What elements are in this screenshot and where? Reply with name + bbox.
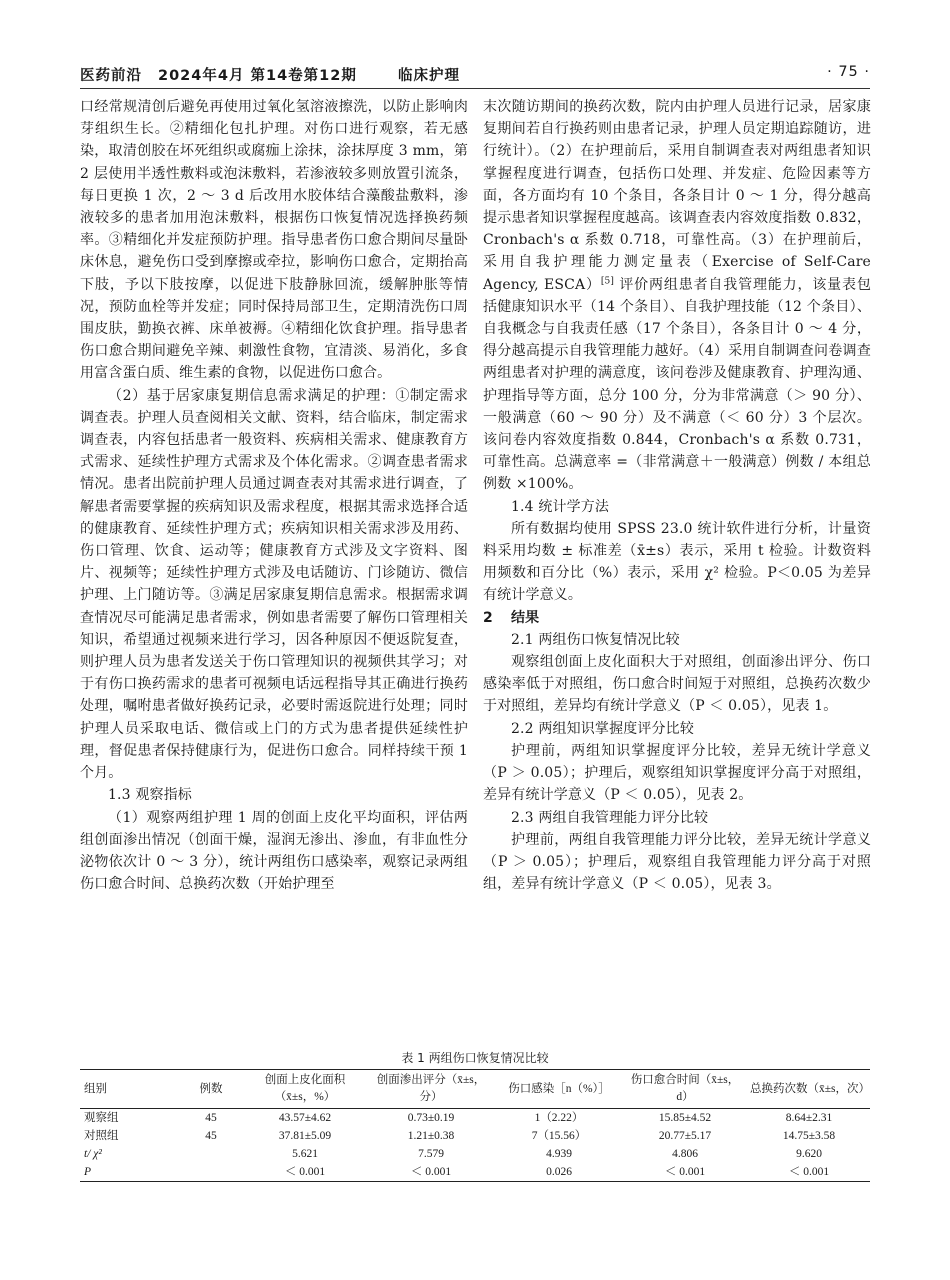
col-header-dressing-changes: 总换药次数（x̄±s，次） xyxy=(750,1082,871,1095)
paragraph: （2）基于居家康复期信息需求满足的护理：①制定需求调查表。护理人员查阅相关文献、资料，结合临床，制定需求调查表，内容包括患者一般资料、疾病相关需求、健康教育方式需求、延续性护理方式需求及个体化需求。②调查患者需求情况。患者出院前护理人员通过调查表对其需求进行调查，了解患者需要掌握的疾病知识及需求程度，根据其需求选择合适的健康教育、延续性护理方式；疾病知识相关需求涉及用药、伤口管理、饮食、运动等；健康教育方式涉及文字资料、图片、视频等；延续性护理方式涉及电话随访、门诊随访、微信护理、上门随访等。③满足居家康复期信息需求。根据需求调查情况尽可能满足患者需求，例如患者需要了解伤口管理相关知识，希望通过视频来进行学习，因各种原因不便返院复查，则护理人员为患者发送关于伤口管理知识的视频供其学习；对于有伤口换药需求的患者可视频电话远程指导其正确进行换药处理，嘱咐患者做好换药记录，必要时需返院进行处理；同时护理人员采取电话、微信或上门的方式为患者提供延续性护理，督促患者保持健康行为，促进伤口愈合。同样持续干预 1 个月。 xyxy=(80,387,468,782)
table-row: 对照组 45 37.81±5.09 1.21±0.38 7（15.56） 20.77±5.17 14.75±3.58 xyxy=(84,1130,836,1142)
paragraph: 口经常规清创后避免再使用过氧化氢溶液擦洗，以防止影响肉芽组织生长。②精细化包扎护理。对伤口进行观察，若无感染，取清创胶在坏死组织或腐痂上涂抹，涂抹厚度 3 mm，第 2 层使用半透性敷料或泡沫敷料，若渗液较多则放置引流条，每日更换 1 次，2 ～ 3 d 后改用水胶体结合藻酸盐敷料，渗液较多的患者加用泡沫敷料，根据伤口恢复情况选择换药频率。③精细化并发症预防护理。指导患者伤口愈合期间尽量卧床休息，避免伤口受到摩擦或牵拉，影响伤口愈合，定期抬高下肢，予以下肢按摩，以促进下肢静脉回流，缓解肿胀等情况，预防血栓等并发症；同时保持局部卫生，定期清洗伤口周围皮肤，勤换衣裤、床单被褥。④精细化饮食护理。指导患者伤口愈合期间避免辛辣、刺激性食物，宜清淡、易消化，多食用富含蛋白质、维生素的食物，以促进伤口愈合。 xyxy=(80,99,468,382)
citation: [5] xyxy=(600,275,615,286)
col-header-exudate-score: 创面渗出评分（x̄±s， 分） xyxy=(376,1074,486,1103)
subsection-heading: 2.3 两组自我管理能力评分比较 xyxy=(511,809,709,826)
section-heading xyxy=(483,607,871,629)
table-caption: 表 1 两组伤口恢复情况比较 xyxy=(401,1051,549,1065)
paragraph: 护理前，两组自我管理能力评分比较，差异无统计学意义（P ＞ 0.05）；护理后，观察组自我管理能力评分高于对照组，差异有统计学意义（P ＜ 0.05），见表 3。 xyxy=(483,831,871,893)
subsection-heading: 2.1 两组伤口恢复情况比较 xyxy=(511,631,680,648)
paragraph: 所有数据均使用 SPSS 23.0 统计软件进行分析，计量资料采用均数 ± 标准差（x̄±s）表示，采用 t 检验。计数资料用频数和百分比（%）表示，采用 χ² 检验。P＜0.05 为差异有统计学意义。 xyxy=(483,520,871,604)
table-row: 观察组 45 43.57±4.62 0.73±0.19 1（2.22） 15.85±4.52 8.64±2.31 xyxy=(84,1112,833,1124)
col-header-healing-time: 伤口愈合时间（x̄±s， d） xyxy=(630,1074,740,1103)
subsection-heading: 1.3 观察指标 xyxy=(108,787,192,804)
running-header xyxy=(80,62,870,89)
col-header-n: 例数 xyxy=(199,1082,223,1095)
section-name: 临床护理 xyxy=(398,68,460,84)
section-title: 结果 xyxy=(511,609,540,626)
paragraph xyxy=(483,96,871,496)
subsection-heading: 2.2 两组知识掌握度评分比较 xyxy=(511,720,694,737)
table-header-row xyxy=(80,1070,870,1109)
wound-recovery-table xyxy=(80,1069,870,1182)
subsection-heading: 1.4 统计学方法 xyxy=(511,498,610,515)
paragraph-text: 末次随访期间的换药次数，院内由护理人员进行记录，居家康复期间若自行换药则由患者记录，护理人员定期追踪随访，进行统计）。（2）在护理前后，采用自制调查表对两组患者知识掌握程度进行调查，包括伤口处理、并发症、危险因素等方面，各方面均有 10 个条目，各条目计 0 ～ 1 分，得分越高提示患者知识掌握程度越高。该调查表内容效度指数 0.832，Cronbach's α 系数 0.718，可靠性高。（3）在护理前后，采用自我护理能力测定量表（Exercise of Self-Care Agency, ESCA） xyxy=(483,99,871,293)
paragraph: 护理前，两组知识掌握度评分比较，差异无统计学意义（P ＞ 0.05）；护理后，观察组知识掌握度评分高于对照组，差异有统计学意义（P ＜ 0.05），见表 2。 xyxy=(483,742,871,804)
left-column xyxy=(80,96,468,895)
table-row: t/ χ² 5.621 7.579 4.939 4.806 9.620 xyxy=(84,1148,822,1160)
paragraph-text: 评价两组患者自我管理能力，该量表包括健康知识水平（14 个条目）、自我护理技能（12 个条目）、自我概念与自我责任感（17 个条目），各条目计 0 ～ 4 分，得分越高提示自我管理能力越好。（4）采用自制调查问卷调查两组患者对护理的满意度，该问卷涉及健康教育、护理沟通、护理指导等方面，总分 100 分，分为非常满意（＞ 90 分）、一般满意（60 ～ 90 分）及不满意（＜ 60 分）3 个层次。该问卷内容效度指数 0.844，Cronbach's α 系数 0.731，可靠性高。总满意率 =（非常满意＋一般满意）例数 / 本组总例数 ×100%。 xyxy=(483,276,872,493)
right-column xyxy=(483,96,871,895)
issue-info: 2024年4月 第14卷第12期 xyxy=(158,68,357,84)
journal-name: 医药前沿 xyxy=(80,68,142,84)
paragraph: （1）观察两组护理 1 周的创面上皮化平均面积，评估两组创面渗出情况（创面干燥，湿润无渗出、渗血，有非血性分泌物依次计 0 ～ 3 分），统计两组伤口感染率，观察记录两组伤口愈合时间、总换药次数（开始护理至 xyxy=(80,809,468,893)
table-1 xyxy=(80,1047,870,1182)
page-number: · 75 · xyxy=(827,64,870,80)
section-number: 2 xyxy=(483,609,493,626)
col-header-group: 组别 xyxy=(84,1082,107,1095)
paragraph: 观察组创面上皮化面积大于对照组，创面渗出评分、伤口感染率低于对照组，伤口愈合时间短于对照组，总换药次数少于对照组，差异均有统计学意义（P ＜ 0.05），见表 1。 xyxy=(483,654,871,715)
col-header-epithelial-area: 创面上皮化面积 （x̄±s，%） xyxy=(264,1074,346,1103)
col-header-infection: 伤口感染［n（%）］ xyxy=(508,1082,610,1095)
table-row: P ＜ 0.001 ＜ 0.001 0.026 ＜ 0.001 ＜ 0.001 xyxy=(80,1163,870,1182)
